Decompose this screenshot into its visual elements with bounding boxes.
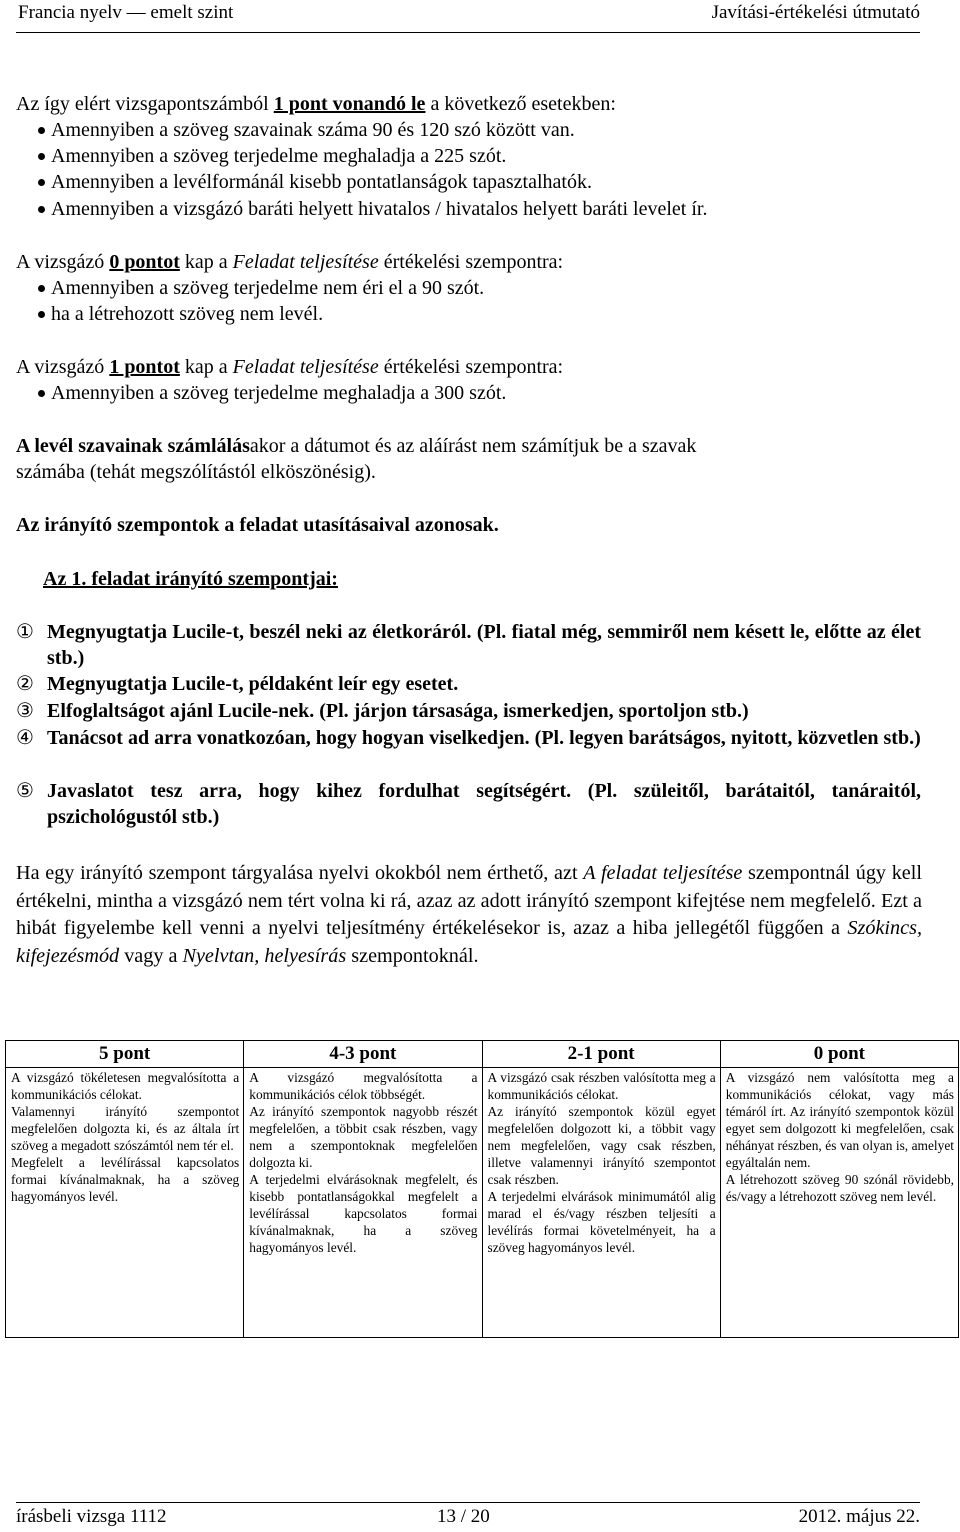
guide-point <box>16 671 921 697</box>
one-point-intro <box>16 354 563 380</box>
score-table-row <box>6 1068 959 1338</box>
score-header-2-1: 2-1 pont <box>482 1041 720 1068</box>
word-count-text: akor a dátumot és az aláírást nem számítjuk be a szavak <box>249 435 697 457</box>
score-text: Valamennyi irányító szempontot megfelelően dolgozta ki, és az általa írt szöveg a megadott szószámtól nem tér el. <box>11 1104 240 1153</box>
score-text: Az irányító szempontok közül egyet megfelelően dolgozott ki, a többit vagy nem megfelelően, vagy csak részben, illetve valamennyi irányító szempontot csak részben. <box>487 1104 716 1187</box>
score-text: A terjedelmi elvárásoknak megfelelt, és kisebb pontatlanságokkal megfelelt a levélírással kapcsolatos formai kívánalmaknak, ha a szöveg hagyományos levél. <box>249 1172 478 1255</box>
zero-points-text: kap a <box>179 251 233 273</box>
guide-title: Az irányító szempontok a feladat utasításaival azonosak. <box>16 514 499 536</box>
circled-three-icon: ③ <box>16 700 34 722</box>
score-text: A vizsgázó tökéletesen megvalósította a kommunikációs célokat. <box>11 1070 240 1102</box>
deduction-item: Amennyiben a levélformánál kisebb pontatlanságok tapasztalhatók. <box>51 171 592 193</box>
circled-five-icon: ⑤ <box>16 780 34 802</box>
one-point-text: A vizsgázó <box>16 356 110 378</box>
score-cell-5 <box>6 1068 244 1338</box>
zero-points-intro <box>16 249 563 275</box>
one-point-text: kap a <box>179 356 233 378</box>
guide-point <box>16 778 921 830</box>
evaluation-text: Ha egy irányító szempont tárgyalása nyelvi okokból nem érthető, azt <box>16 862 584 884</box>
page-header <box>0 0 960 32</box>
guide-point <box>16 698 921 724</box>
zero-points-text: A vizsgázó <box>16 251 110 273</box>
evaluation-text: vagy a <box>119 944 183 967</box>
deduction-item: Amennyiben a szöveg szavainak száma 90 és 120 szó között van. <box>51 119 575 141</box>
guide-point-text: Megnyugtatja Lucile-t, példaként leír egy esetet. <box>47 673 459 695</box>
zero-points-emphasis: 0 pontot <box>109 251 180 273</box>
footer-date: 2012. május 22. <box>798 1506 920 1527</box>
score-table <box>5 1040 959 1338</box>
score-text: A vizsgázó nem valósította meg a kommunikációs célokat, vagy más témáról írt. Az irányító szempontok közül egyet sem dolgozott ki megfelelően, csak néhányat részben, és van olyan is, amelyet egyáltalán nem. <box>725 1070 954 1170</box>
page-number: 13 / 20 <box>437 1506 490 1527</box>
circled-one-icon: ① <box>16 621 34 643</box>
score-table-header-row <box>6 1041 959 1068</box>
one-point-emphasis: 1 pontot <box>109 356 180 378</box>
footer-exam-code: írásbeli vizsga 1112 <box>16 1506 167 1527</box>
zero-points-item: Amennyiben a szöveg terjedelme nem éri el a 90 szót. <box>51 277 485 299</box>
score-cell-4-3 <box>244 1068 482 1338</box>
deduction-intro-text: Az így elért vizsgapontszámból <box>16 93 274 115</box>
guide-point <box>16 619 921 671</box>
header-title: Francia nyelv — emelt szint <box>18 2 234 23</box>
deduction-intro <box>16 91 616 117</box>
evaluation-criterion: Nyelvtan, helyesírás <box>182 944 347 967</box>
word-count-note <box>16 433 696 459</box>
word-count-note-line2: számába (tehát megszólítástól elköszönésig). <box>16 461 376 483</box>
zero-points-criterion: Feladat teljesítése <box>232 251 379 273</box>
guide-point <box>16 725 921 751</box>
guide-point-text: Javaslatot tesz arra, hogy kihez fordulhat segítségért. (Pl. szüleitől, barátaitól, tanáraitól, pszichológustól stb.) <box>47 780 921 828</box>
evaluation-criterion: Szókincs, kifejezésmód <box>16 917 922 967</box>
footer-rule <box>16 1502 920 1503</box>
one-point-item: Amennyiben a szöveg terjedelme meghaladja a 300 szót. <box>51 382 507 404</box>
score-header-5: 5 pont <box>6 1041 244 1068</box>
word-count-bold: A levél szavainak számlálás <box>16 435 250 457</box>
score-header-4-3: 4-3 pont <box>244 1041 482 1068</box>
guide-point-text: Elfoglaltságot ajánl Lucile-nek. (Pl. járjon társasága, ismerkedjen, sportoljon stb.) <box>47 700 749 722</box>
zero-points-text: értékelési szempontra: <box>378 251 564 273</box>
deduction-item: Amennyiben a vizsgázó baráti helyett hivatalos / hivatalos helyett baráti levelet ír. <box>51 198 708 220</box>
score-header-0: 0 pont <box>720 1041 958 1068</box>
header-subtitle: Javítási-értékelési útmutató <box>711 2 920 23</box>
score-text: A vizsgázó csak részben valósította meg a kommunikációs célokat. <box>487 1070 716 1102</box>
deduction-emphasis: 1 pont vonandó le <box>273 93 426 115</box>
score-text: A terjedelmi elvárások minimumától alig marad el és/vagy részben teljesíti a levélírás formai követelményeit, ha a szöveg hagyományos levél. <box>487 1189 716 1255</box>
one-point-text: értékelési szempontra: <box>378 356 564 378</box>
zero-points-item: ha a létrehozott szöveg nem levél. <box>51 303 324 325</box>
one-point-criterion: Feladat teljesítése <box>232 356 379 378</box>
circled-four-icon: ④ <box>16 727 34 749</box>
evaluation-criterion: A feladat teljesítése <box>583 862 743 884</box>
score-text: Megfelelt a levélírással kapcsolatos formai kívánalmaknak, ha a szöveg hagyományos levél. <box>11 1155 240 1204</box>
evaluation-paragraph <box>16 860 922 970</box>
score-cell-2-1 <box>482 1068 720 1338</box>
deduction-item: Amennyiben a szöveg terjedelme meghaladja a 225 szót. <box>51 145 507 167</box>
deduction-intro-tail: a következő esetekben: <box>425 93 616 115</box>
score-text: A vizsgázó megvalósította a kommunikációs célok többségét. <box>249 1070 478 1102</box>
task-title: Az 1. feladat irányító szempontjai: <box>43 568 338 590</box>
guide-point-text: Tanácsot ad arra vonatkozóan, hogy hogyan viselkedjen. (Pl. legyen barátságos, nyitott, közvetlen stb.) <box>47 727 921 749</box>
score-text: Az irányító szempontok nagyobb részét megfelelően, a többit csak részben, vagy nem a szempontoknak megfelelően dolgozta ki. <box>249 1104 478 1170</box>
evaluation-text: szempontoknál. <box>346 944 479 967</box>
header-rule <box>16 32 920 33</box>
score-text: A létrehozott szöveg 90 szónál rövidebb, és/vagy a létrehozott szöveg nem levél. <box>725 1172 954 1204</box>
guide-point-text: Megnyugtatja Lucile-t, beszél neki az életkoráról. (Pl. fiatal még, semmiről nem késett le, előtte az élet stb.) <box>47 621 921 669</box>
score-cell-0 <box>720 1068 958 1338</box>
evaluation-text: szempontnál úgy kell értékelni, mintha a vizsgázó nem tért volna ki rá, azaz az adott irányító szempont kifejtése nem megfelelő. Ezt a hibát figyelembe kell venni a nyelvi teljesítmény értékelésekor is, azaz a hiba jellegétől függően a <box>16 862 922 940</box>
circled-two-icon: ② <box>16 673 34 695</box>
